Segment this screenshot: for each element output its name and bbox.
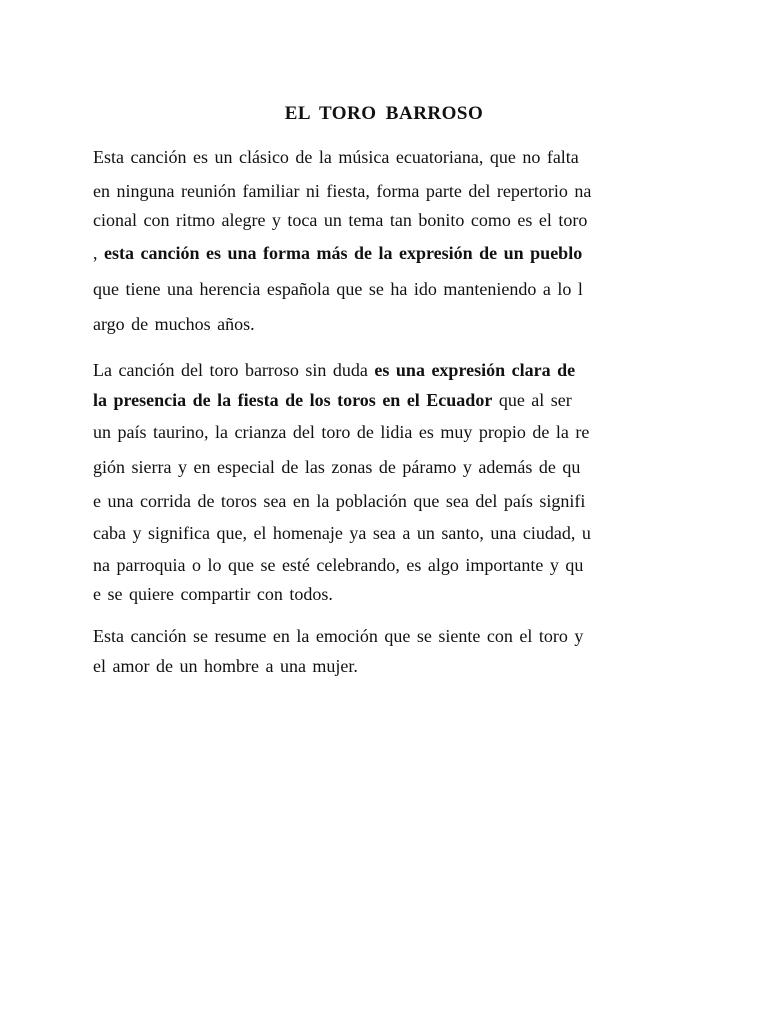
normal-text: que al ser [492,390,572,410]
paragraph-2-line-5: e una corrida de toros sea en la población que sea del país signifi [93,491,586,511]
emphasis-text: esta canción es una forma más de la expresión de un pueblo [104,243,583,263]
paragraph-1-line-6: argo de muchos años. [93,314,255,334]
paragraph-2-line-3: un país taurino, la crianza del toro de lidia es muy propio de la re [93,422,590,442]
paragraph-2-line-1 [93,360,575,381]
paragraph-1-line-5: que tiene una herencia española que se ha ido manteniendo a lo l [93,279,583,299]
paragraph-1-line-4 [93,243,582,264]
paragraph-3-line-1: Esta canción se resume en la emoción que se siente con el toro y [93,626,584,646]
paragraph-2-line-7: na parroquia o lo que se esté celebrando, es algo importante y qu [93,555,584,575]
paragraph-2-line-2 [93,390,572,411]
paragraph-2-line-4: gión sierra y en especial de las zonas de páramo y además de qu [93,457,581,477]
paragraph-2-line-6: caba y significa que, el homenaje ya sea a un santo, una ciudad, u [93,523,591,543]
paragraph-1-line-3: cional con ritmo alegre y toca un tema tan bonito como es el toro [93,210,588,230]
paragraph-1-line-1: Esta canción es un clásico de la música ecuatoriana, que no falta [93,147,579,167]
paragraph-1-line-2: en ninguna reunión familiar ni fiesta, forma parte del repertorio na [93,181,592,201]
paragraph-2-line-8: e se quiere compartir con todos. [93,584,333,604]
line-prefix: , [93,243,104,263]
emphasis-text: es una expresión clara de [374,360,576,380]
paragraph-3-line-2: el amor de un hombre a una mujer. [93,656,358,676]
emphasis-text: la presencia de la fiesta de los toros en el Ecuador [93,390,493,410]
normal-text: La canción del toro barroso sin duda [93,360,375,380]
document-title: EL TORO BARROSO [284,103,484,124]
